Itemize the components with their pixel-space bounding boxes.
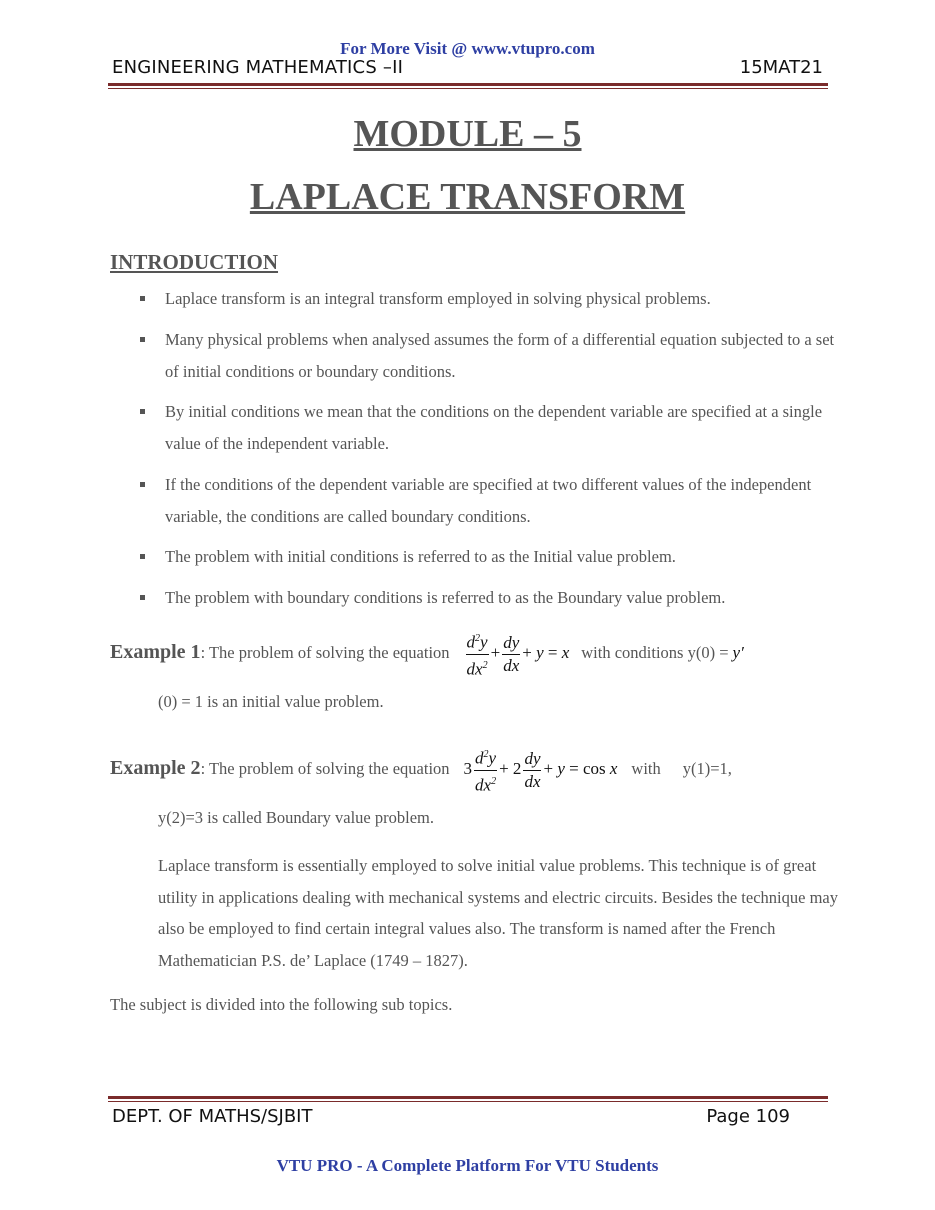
topic-title: LAPLACE TRANSFORM [249, 176, 686, 218]
intro-heading: INTRODUCTION [110, 250, 279, 274]
example-2-condition: y(1)=1, [682, 758, 732, 778]
footer-page-number: Page 109 [706, 1106, 790, 1127]
bullet-square-icon [140, 296, 145, 301]
header-rule [108, 83, 828, 86]
bullet-square-icon [140, 595, 145, 600]
bullet-text: Laplace transform is an integral transform employed in solving physical problems. [165, 289, 711, 308]
header-rule-thin [108, 88, 828, 89]
bullet-text: By initial conditions we mean that the conditions on the dependent variable are specified at a single value of the independent variable. [165, 402, 823, 453]
bullet-text: Many physical problems when analysed assumes the form of a differential equation subjected to a set of initial conditions or boundary conditions. [165, 329, 835, 381]
bullet-text: The problem with initial conditions is referred to as the Initial value problem. [165, 547, 676, 566]
module-title: MODULE – 5 [353, 113, 582, 155]
list-item [140, 541, 840, 573]
subtopics-line: The subject is divided into the following sub topics. [110, 995, 453, 1014]
example-1-label: Example 1 [110, 640, 201, 663]
list-item [140, 469, 840, 533]
example-2-line2: y(2)=3 is called Boundary value problem. [158, 808, 434, 827]
footer-rule-thin [108, 1101, 828, 1102]
example-1: Example 1: The problem of solving the equation $\frac{d^2y}{dx^2}$ + $\frac{dy}{dx}$ + y = x with conditions y(0) = y′ [110, 628, 744, 680]
equation-term-dy-dx: $\frac{dy}{dx}$ [524, 748, 541, 791]
footer-promo-link[interactable]: VTU PRO - A Complete Platform For VTU Students [276, 1156, 659, 1175]
intro-bullet-list [140, 283, 840, 622]
example-2-label: Example 2 [110, 756, 201, 779]
example-2-lead: : The problem of solving the equation [200, 758, 450, 778]
header-course-code: 15MAT21 [739, 57, 823, 78]
bullet-square-icon [140, 554, 145, 559]
bullet-square-icon [140, 409, 145, 414]
list-item [140, 324, 840, 388]
example-1-line2: (0) = 1 is an initial value problem. [158, 692, 384, 711]
bullet-text: If the conditions of the dependent variable are specified at two different values of the independent variable, the conditions are called boundary conditions. [165, 474, 812, 526]
example-2: Example 2: The problem of solving the equation 3 $\frac{d^2y}{dx^2}$ + 2 $\frac{dy}{dx}$ + y = cos x with y(1)=1, [110, 744, 732, 796]
equation-term-dy-dx: $\frac{dy}{dx}$ [503, 632, 520, 675]
example-1-yprime: y′ [732, 642, 744, 662]
visit-link[interactable]: For More Visit @ www.vtupro.com [340, 39, 595, 58]
list-item [140, 396, 840, 460]
equation-term-d2y-dx2: $\frac{d^2y}{dx^2}$ [466, 628, 489, 680]
bullet-square-icon [140, 482, 145, 487]
footer-rule [108, 1096, 828, 1099]
header-subject: ENGINEERING MATHEMATICS –II [112, 57, 404, 78]
footer-department: DEPT. OF MATHS/SJBIT [112, 1106, 313, 1127]
bullet-text: The problem with boundary conditions is referred to as the Boundary value problem. [165, 587, 726, 607]
bullet-square-icon [140, 337, 145, 342]
example-1-tail: with conditions y(0) = [581, 642, 729, 662]
laplace-paragraph: Laplace transform is essentially employed to solve initial value problems. This technique is of great utility in applications dealing with mechanical systems and electric circuits. Besides the technique may also be employed to find certain integral values also. The transform is named after the French Mathematician P.S. de’ Laplace (1749 – 1827). [158, 856, 838, 970]
example-2-tail: with [631, 758, 661, 778]
equation-term-d2y-dx2: $\frac{d^2y}{dx^2}$ [474, 744, 497, 796]
example-1-lead: : The problem of solving the equation [200, 642, 450, 662]
list-item [140, 283, 840, 315]
list-item [140, 582, 840, 614]
